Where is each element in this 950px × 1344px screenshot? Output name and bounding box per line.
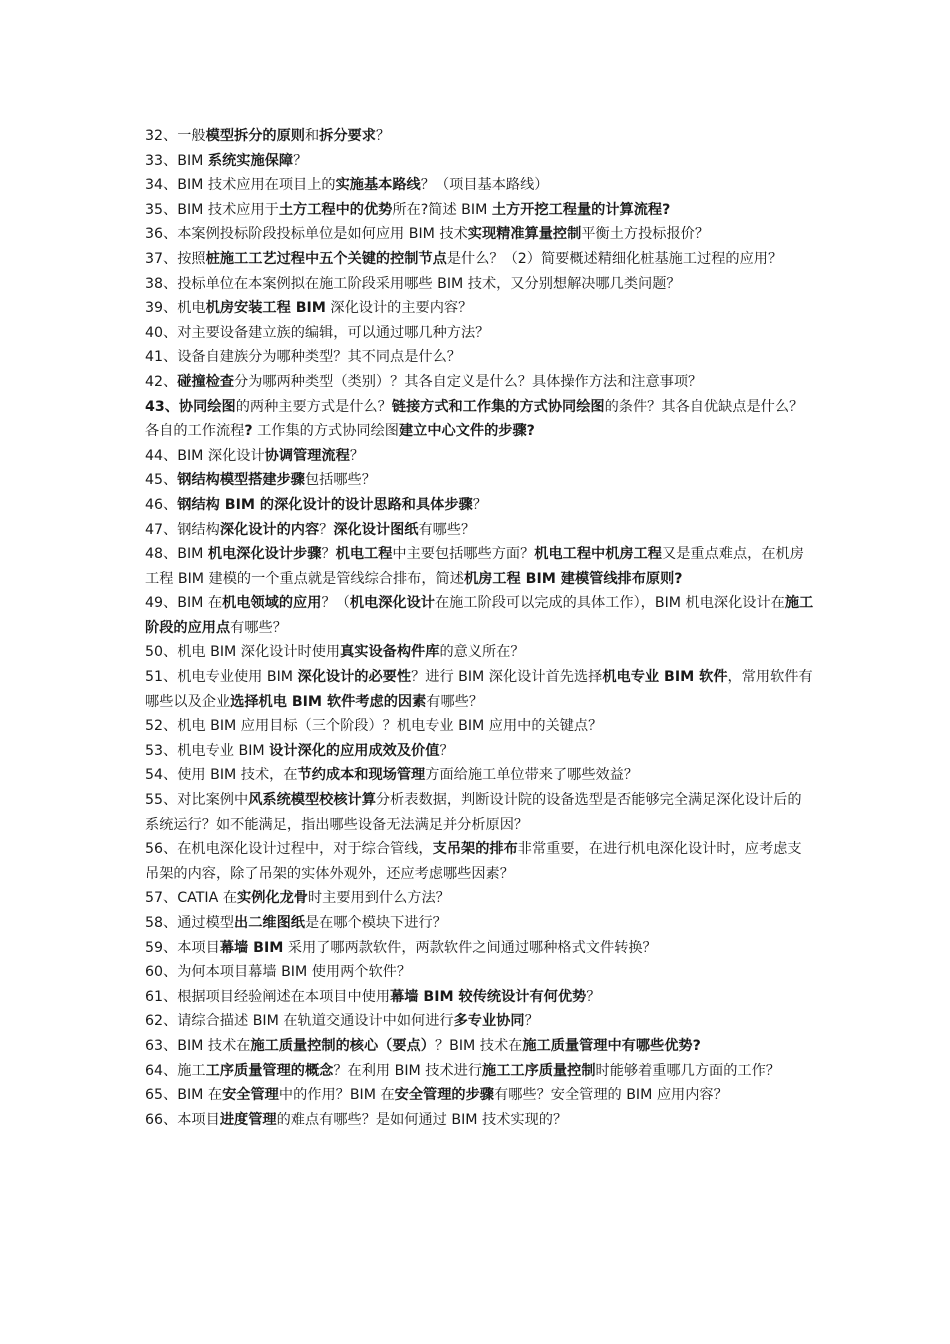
question-item	[145, 493, 815, 518]
question-text: 时能够着重哪几方面的工作？	[595, 1062, 780, 1079]
question-text: 包括哪些？	[304, 472, 376, 489]
question-text: 40、对主要设备建立族的编辑，可以通过哪几种方法？	[145, 324, 490, 341]
question-text: ？	[321, 546, 336, 563]
question-text: 56、在机电深化设计过程中，对于综合管线，	[145, 841, 433, 858]
question-item	[145, 468, 815, 493]
question-text-bold: 协调管理流程	[264, 447, 350, 464]
question-text-bold: 实例化龙骨	[237, 890, 308, 907]
question-text: 65、BIM 在	[145, 1087, 223, 1104]
question-text: 又是重点难点，在机房工程 BIM 建模的一个重点就是管线综合排布，简述	[145, 546, 804, 587]
question-text-bold: 钢结构模型搭建步骤	[177, 472, 305, 489]
question-text-bold: 机房安装工程 BIM	[205, 300, 326, 317]
question-item	[145, 296, 815, 321]
question-text-bold: 工序质量管理的概念	[205, 1062, 334, 1079]
question-text-bold: 建立中心文件的步骤?	[398, 423, 535, 440]
question-text: 64、施工	[145, 1062, 206, 1079]
question-text-bold: 选择机电 BIM 软件考虑的因素	[230, 693, 427, 710]
question-item	[145, 272, 815, 297]
question-text-bold: 碰撞检查	[177, 373, 235, 390]
question-text: 有哪些？	[418, 521, 476, 538]
question-text-bold: 机电工程	[335, 546, 393, 563]
question-text: 52、机电 BIM 应用目标（三个阶段）？机电专业 BIM 应用中的关键点？	[145, 718, 603, 735]
question-text: 41、设备自建族分为哪种类型？其不同点是什么？	[145, 349, 461, 366]
question-text-bold: 实施基本路线	[335, 177, 421, 194]
question-text: ，常用软件有哪些以及企业	[145, 669, 813, 710]
question-item	[145, 198, 815, 223]
question-item	[145, 124, 815, 149]
question-text-bold: 幕墙 BIM	[219, 939, 284, 956]
question-text-bold: 设计深化的应用成效及价值	[269, 742, 440, 759]
question-item	[145, 149, 815, 174]
question-text-bold: 节约成本和现场管理	[297, 767, 426, 784]
question-text-bold: 系统实施保障	[207, 152, 294, 169]
question-text: 分为哪两种类型（类别）？其各自定义是什么？具体操作方法和注意事项？	[234, 373, 703, 390]
question-text: ？	[524, 1013, 539, 1030]
question-text: 55、对比案例中	[145, 792, 249, 809]
question-item	[145, 370, 815, 395]
question-item	[145, 665, 815, 714]
question-item	[145, 1009, 815, 1034]
question-text-bold: 机电工程中机房工程	[534, 546, 662, 563]
question-text-bold: 出二维图纸	[234, 915, 305, 931]
question-list	[145, 124, 815, 1132]
question-text: 工作集的方式协同绘图	[252, 423, 399, 440]
question-text: 53、机电专业 BIM	[145, 742, 270, 759]
question-text: ？进行 BIM 深化设计首先选择	[411, 669, 603, 686]
question-text-bold: 风系统模型校核计算	[248, 792, 376, 809]
question-text: 是在哪个模块下进行？	[304, 915, 447, 931]
question-item	[145, 886, 815, 911]
question-item	[145, 591, 815, 640]
question-text: ？在利用 BIM 技术进行	[333, 1062, 483, 1079]
question-text: 63、BIM 技术在	[145, 1037, 251, 1054]
question-text: ？	[375, 128, 391, 144]
question-text: 58、通过模型	[145, 915, 234, 931]
question-text-bold: 机房工程 BIM 建模管线排布原则?	[463, 570, 683, 587]
question-text: 66、本项目	[145, 1111, 220, 1128]
question-text: 47、钢结构	[145, 521, 220, 538]
question-text: 59、本项目	[145, 939, 220, 956]
question-text-bold: 施工阶段的应用点	[145, 595, 814, 636]
question-text: 62、请综合描述 BIM 在轨道交通设计中如何进行	[145, 1013, 454, 1030]
question-item	[145, 640, 815, 665]
question-text: 42、	[145, 373, 178, 390]
question-item	[145, 739, 815, 764]
question-text: 所在?简述 BIM	[392, 201, 492, 218]
question-text: 有哪些？	[426, 693, 484, 710]
question-item	[145, 247, 815, 272]
question-text: 46、	[145, 496, 178, 513]
question-text-bold: 链接方式和工作集的方式协同绘图	[391, 398, 605, 415]
question-item	[145, 1059, 815, 1084]
question-text-bold: 幕墙 BIM 较传统设计有何优势	[390, 988, 587, 1005]
question-item	[145, 321, 815, 346]
question-item	[145, 173, 815, 198]
question-item	[145, 837, 815, 886]
question-text-bold: 43、协同绘图	[145, 398, 236, 415]
question-text-bold: 土方工程中的优势	[278, 201, 393, 218]
question-text: ？	[586, 988, 601, 1005]
question-text-bold: 深化设计图纸	[333, 521, 419, 538]
question-item	[145, 1083, 815, 1108]
question-text-bold: 施工质量管理中有哪些优势?	[522, 1037, 701, 1054]
question-item	[145, 395, 815, 444]
question-text: ？	[349, 447, 365, 464]
document-page	[145, 124, 815, 1132]
question-text: ？	[319, 521, 334, 538]
question-text-bold: 实现精准算量控制	[467, 226, 582, 243]
question-text-bold: 真实设备构件库	[340, 644, 440, 661]
question-text: ？（	[321, 595, 350, 612]
question-text-bold: 安全管理	[222, 1087, 279, 1104]
question-text-bold: 土方开挖工程量的计算流程?	[491, 201, 671, 218]
question-text: 中主要包括哪些方面？	[392, 546, 535, 563]
question-item	[145, 714, 815, 739]
question-item	[145, 518, 815, 543]
question-text: 有哪些？安全管理的 BIM 应用内容？	[494, 1087, 728, 1104]
question-item	[145, 1108, 815, 1133]
question-text: 39、机电	[145, 300, 206, 317]
question-item	[145, 542, 815, 591]
question-text-bold: 机电专业 BIM 软件	[602, 669, 728, 686]
question-item	[145, 763, 815, 788]
question-text: 44、BIM 深化设计	[145, 447, 265, 464]
question-item	[145, 222, 815, 247]
question-text: ？BIM 技术在	[434, 1037, 523, 1054]
question-text: 的两种主要方式是什么？	[235, 398, 392, 415]
question-text: ？	[472, 496, 487, 513]
question-item	[145, 911, 815, 936]
question-text: 45、	[145, 472, 178, 489]
question-text: 分析表数据，判断设计院的设备选型是否能够完全满足深化设计后的系统运行？如不能满足，指出哪些设备无法满足并分析原因？	[145, 792, 802, 833]
question-text: 的条件？其各自优缺点是什么？各自的工作流程	[145, 398, 804, 440]
question-text: 33、BIM	[145, 152, 208, 169]
question-text: 32、一般	[145, 128, 206, 144]
question-text: 37、按照	[145, 250, 206, 267]
question-text-bold: 施工质量控制的核心（要点）	[250, 1037, 435, 1054]
question-text-bold: 深化设计的内容	[219, 521, 320, 538]
question-text: 方面给施工单位带来了哪些效益？	[425, 767, 639, 784]
question-text: 35、BIM 技术应用于	[145, 201, 279, 218]
question-item	[145, 985, 815, 1010]
question-text: 54、使用 BIM 技术，在	[145, 767, 298, 784]
question-text: ？	[439, 742, 454, 759]
question-text: 48、BIM	[145, 546, 208, 563]
question-item	[145, 1034, 815, 1059]
question-item	[145, 788, 815, 837]
question-text-bold: 安全管理的步骤	[394, 1087, 494, 1104]
question-text-bold: 拆分要求	[319, 128, 376, 144]
question-text-bold: 机电深化设计步骤	[207, 546, 322, 563]
question-text: 是什么？（2）简要概述精细化桩基施工过程的应用？	[446, 250, 783, 267]
question-text-bold: 桩施工工艺过程中五个关键的控制节点	[205, 250, 447, 267]
question-text: 的意义所在？	[439, 644, 525, 661]
question-text: 36、本案例投标阶段投标单位是如何应用 BIM 技术	[145, 226, 468, 243]
question-text-bold: 机电领域的应用	[222, 595, 322, 612]
question-text: 采用了哪两款软件，两款软件之间通过哪种格式文件转换？	[283, 939, 657, 956]
question-text: 61、根据项目经验阐述在本项目中使用	[145, 988, 391, 1005]
question-text: 49、BIM 在	[145, 595, 223, 612]
question-text: 60、为何本项目幕墙 BIM 使用两个软件？	[145, 964, 412, 981]
question-text-bold: 钢结构 BIM 的深化设计的设计思路和具体步骤	[177, 496, 473, 513]
question-text: 34、BIM 技术应用在项目上的	[145, 177, 336, 194]
question-text: ？	[293, 152, 308, 169]
question-text: 57、CATIA 在	[145, 890, 238, 907]
question-text: 深化设计的主要内容？	[325, 300, 473, 317]
question-text-bold: 机电深化设计	[349, 595, 435, 612]
question-item	[145, 345, 815, 370]
question-text-bold: 支吊架的排布	[432, 841, 518, 858]
question-text: 和	[304, 128, 320, 144]
question-text: 有哪些？	[230, 619, 287, 636]
question-text: 平衡土方投标报价？	[581, 226, 710, 243]
question-item	[145, 936, 815, 961]
question-item	[145, 444, 815, 469]
question-text-bold: 模型拆分的原则	[205, 128, 305, 144]
question-text: ？（项目基本路线）	[420, 177, 549, 194]
question-text: 非常重要，在进行机电深化设计时，应考虑支吊架的内容，除了吊架的实体外观外，还应考虑哪些因素？	[145, 841, 802, 882]
question-text-bold: 施工工序质量控制	[482, 1062, 596, 1079]
question-text: 51、机电专业使用 BIM	[145, 669, 298, 686]
question-text: 的难点有哪些？是如何通过 BIM 技术实现的？	[276, 1111, 568, 1128]
question-text-bold: 深化设计的必要性	[297, 669, 412, 686]
question-text: 中的作用？BIM 在	[278, 1087, 395, 1104]
question-text: 时主要用到什么方法？	[307, 890, 450, 907]
question-text: 在施工阶段可以完成的具体工作），BIM 机电深化设计在	[434, 595, 785, 612]
question-text-bold: 多专业协同	[453, 1013, 525, 1030]
question-item	[145, 960, 815, 985]
question-text-bold: 进度管理	[219, 1111, 277, 1128]
question-text: 50、机电 BIM 深化设计时使用	[145, 644, 341, 661]
question-text-bold: ?	[244, 423, 253, 440]
question-text: 38、投标单位在本案例拟在施工阶段采用哪些 BIM 技术，又分别想解决哪几类问题？	[145, 275, 681, 292]
